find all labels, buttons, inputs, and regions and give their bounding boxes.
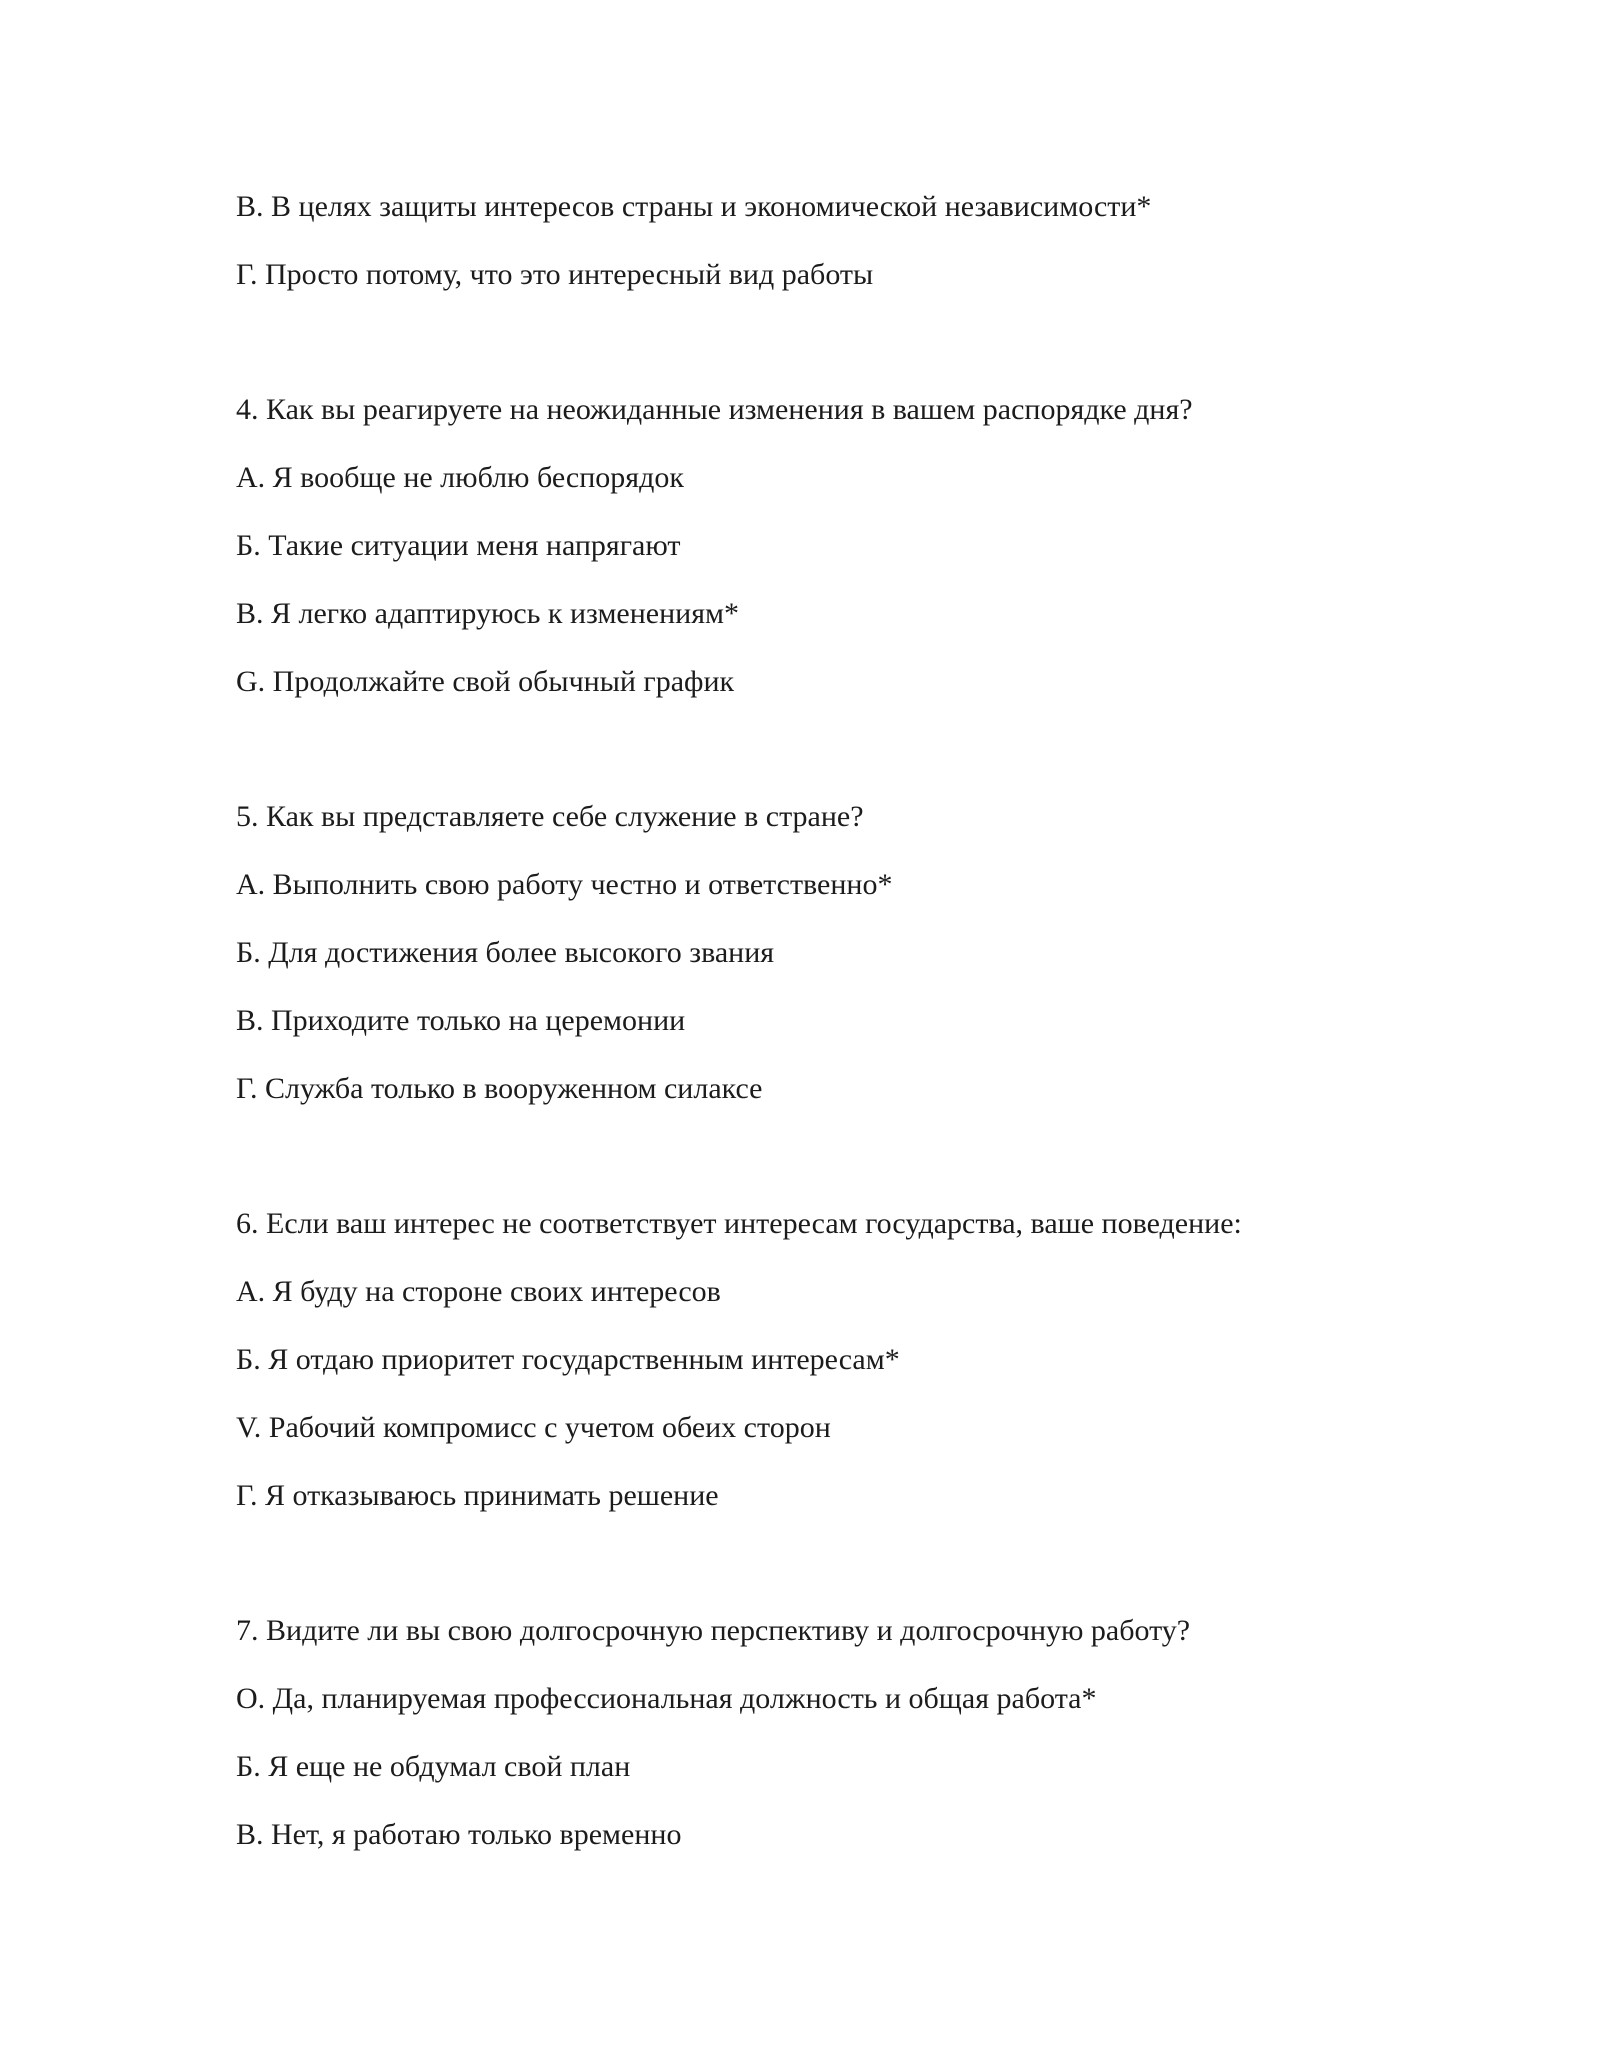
option-line: О. Да, планируемая профессиональная должность и общая работа*	[236, 1682, 1097, 1715]
option-line: Г. Служба только в вооруженном силаксе	[236, 1072, 763, 1105]
question-text: 4. Как вы реагируете на неожиданные изменения в вашем распорядке дня?	[236, 393, 1193, 426]
option-line: А. Я буду на стороне своих интересов	[236, 1275, 721, 1308]
option-line: А. Я вообще не люблю беспорядок	[236, 461, 684, 494]
question-text: 5. Как вы представляете себе служение в стране?	[236, 800, 864, 833]
option-line: Б. Для достижения более высокого звания	[236, 936, 775, 969]
option-line: Б. Такие ситуации меня напрягают	[236, 529, 681, 562]
question-text: 6. Если ваш интерес не соответствует интересам государства, ваше поведение:	[236, 1207, 1242, 1240]
option-line: V. Рабочий компромисс с учетом обеих сторон	[236, 1411, 831, 1444]
option-line: В. В целях защиты интересов страны и экономической независимости*	[236, 190, 1152, 223]
option-line: Б. Я еще не обдумал свой план	[236, 1750, 631, 1783]
option-line: G. Продолжайте свой обычный график	[236, 665, 735, 698]
option-line: А. Выполнить свою работу честно и ответственно*	[236, 868, 893, 901]
option-line: В. Нет, я работаю только временно	[236, 1818, 682, 1851]
option-line: Б. Я отдаю приоритет государственным интересам*	[236, 1343, 900, 1376]
option-line: В. Я легко адаптируюсь к изменениям*	[236, 597, 740, 630]
option-line: В. Приходите только на церемонии	[236, 1004, 686, 1037]
option-line: Г. Я отказываюсь принимать решение	[236, 1479, 719, 1512]
option-line: Г. Просто потому, что это интересный вид работы	[236, 258, 874, 291]
question-text: 7. Видите ли вы свою долгосрочную перспективу и долгосрочную работу?	[236, 1614, 1191, 1647]
